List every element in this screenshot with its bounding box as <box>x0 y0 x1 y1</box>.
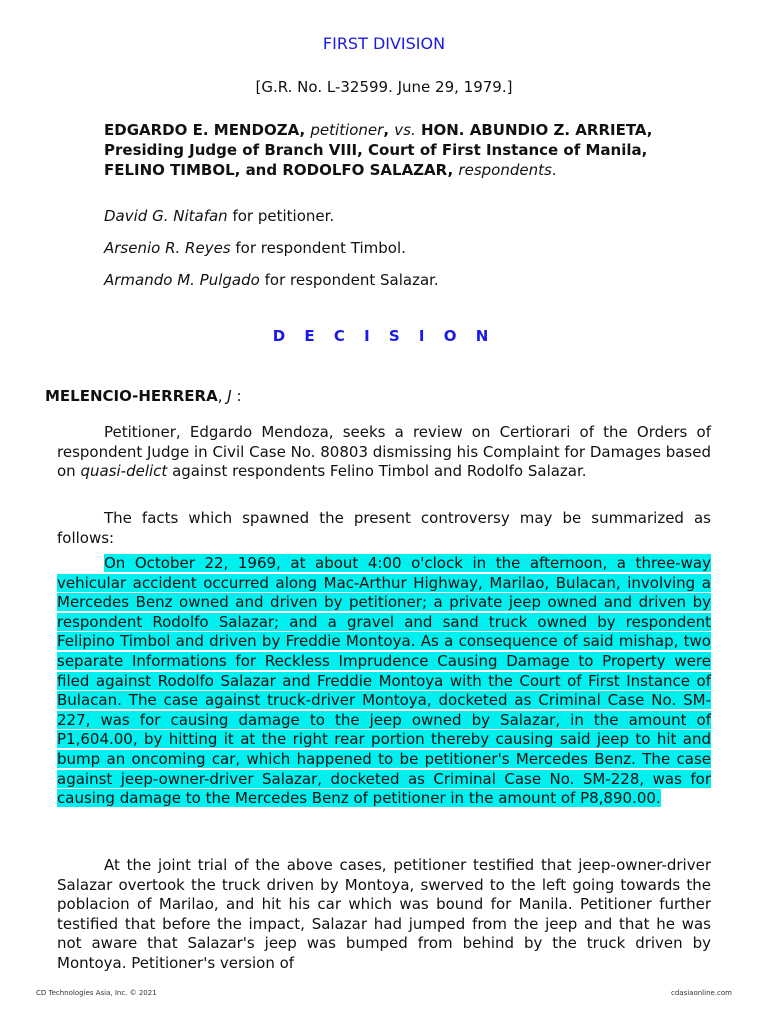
body-paragraph-4: At the joint trial of the above cases, petitioner testified that jeep-owner-driver Salazar overtook the truck driven by Montoya, swerved to the left going towards the poblacion of Marilao, and hit his car which was bound for Manila. Petitioner further testified that before the impact, Salazar had jumped from the jeep and that he was not aware that Salazar's jeep was bumped from behind by the truck driven by Montoya. Petitioner's version of <box>57 856 711 972</box>
respondents-names: HON. ABUNDIO Z. ARRIETA, Presiding Judge of Branch VIII, Court of First Instance of Manila, FELINO TIMBOL, and RODOLFO SALAZAR <box>104 121 653 179</box>
p1-text-a: Petitioner, Edgardo Mendoza, seeks a review on Certiorari of the Orders of respondent Judge in Civil Case No. 80803 dismissing his Complaint for Damages based on <box>57 423 711 481</box>
petitioner-name: EDGARDO E. MENDOZA <box>104 121 300 139</box>
ponente-title: J <box>227 387 232 405</box>
counsel-name: Arsenio R. Reyes <box>104 239 231 257</box>
counsel-line <box>104 207 334 225</box>
counsel-role: for petitioner. <box>232 207 335 225</box>
decision-heading: D E C I S I O N <box>272 327 496 345</box>
counsel-line <box>104 239 406 257</box>
ponente: MELENCIO-HERRERA, J : <box>45 387 242 405</box>
footer-copyright: CD Technologies Asia, Inc. © 2021 <box>36 989 157 997</box>
p1-text-b: against respondents Felino Timbol and Rodolfo Salazar. <box>167 462 587 481</box>
counsel-name: Armando M. Pulgado <box>104 271 260 289</box>
counsel-role: for respondent Salazar. <box>264 271 439 289</box>
body-paragraph-3-highlighted <box>57 554 711 809</box>
footer-website: cdasiaonline.com <box>671 989 732 997</box>
respondents-role: respondents <box>458 161 552 179</box>
counsel-line <box>104 271 439 289</box>
ponente-name: MELENCIO-HERRERA <box>45 387 218 405</box>
p1-emphasis: quasi-delict <box>80 462 168 481</box>
division-heading: FIRST DIVISION <box>322 34 446 53</box>
case-citation: [G.R. No. L-32599. June 29, 1979.] <box>255 78 513 96</box>
highlighted-text: On October 22, 1969, at about 4:00 o'clock in the afternoon, a three-way vehicular accident occurred along Mac-Arthur Highway, Marilao, Bulacan, involving a Mercedes Benz owned and driven by petitioner; a private jeep owned and driven by respondent Rodolfo Salazar; and a gravel and sand truck owned by respondent Felipino Timbol and driven by Freddie Montoya. As a consequence of said mishap, two separate Informations for Reckless Imprudence Causing Damage to Property were filed against Rodolfo Salazar and Freddie Montoya with the Court of First Instance of Bulacan. The case against truck-driver Montoya, docketed as Criminal Case No. SM-227, was for causing damage to the jeep owned by Salazar, in the amount of P1,604.00, by hitting it at the right rear portion thereby causing said jeep to hit and bump an oncoming car, which happened to be petitioner's Mercedes Benz. The case against jeep-owner-driver Salazar, docketed as Criminal Case No. SM-228, was for causing damage to the Mercedes Benz of petitioner in the amount of P8,890.00. <box>57 554 711 808</box>
body-paragraph-1 <box>57 423 711 482</box>
petitioner-role: petitioner <box>310 121 384 139</box>
versus-label: vs. <box>394 121 416 139</box>
case-parties: EDGARDO E. MENDOZA, petitioner, vs. HON. ABUNDIO Z. ARRIETA, Presiding Judge of Branch VIII, Court of First Instance of Manila, FELINO TIMBOL, and RODOLFO SALAZAR, respondents. <box>104 121 653 179</box>
body-paragraph-2: The facts which spawned the present controversy may be summarized as follows: <box>57 509 711 547</box>
counsel-role: for respondent Timbol. <box>235 239 406 257</box>
counsel-name: David G. Nitafan <box>104 207 228 225</box>
